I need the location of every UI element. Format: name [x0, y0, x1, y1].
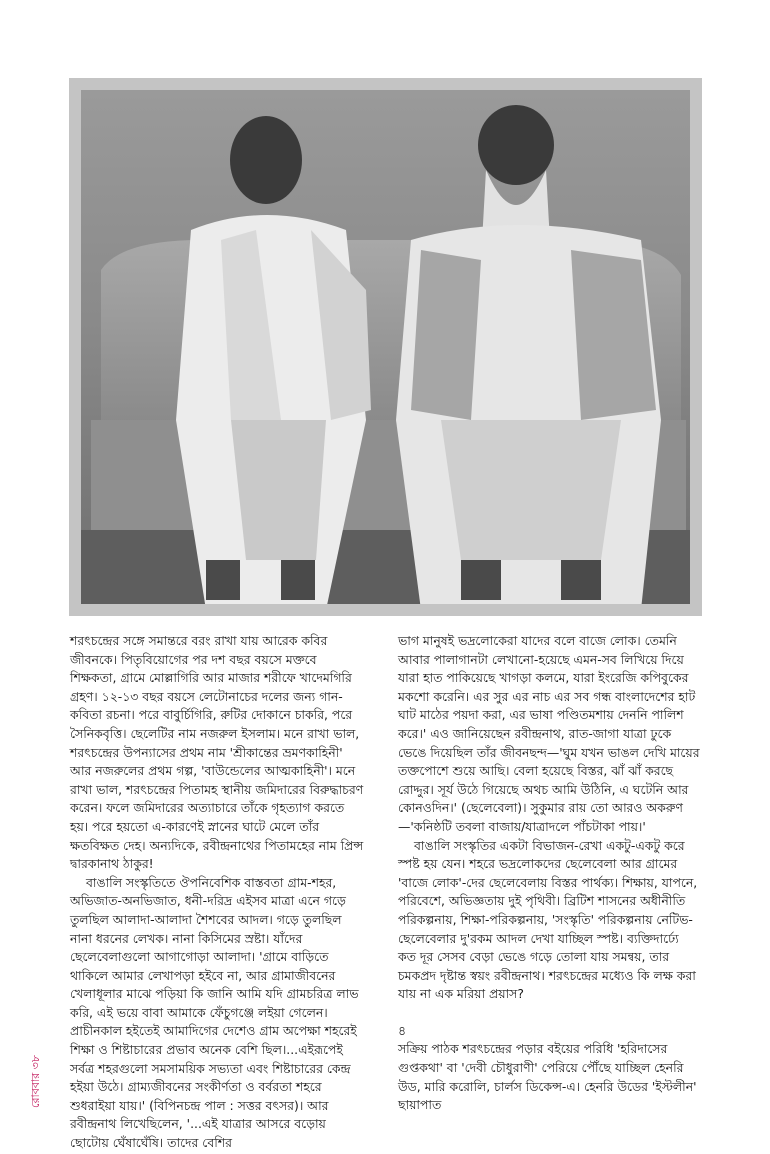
right-paragraph-3: সক্রিয় পাঠক শরৎচন্দ্রের পড়ার বইয়ের পরিধি 'হরিদাসের গুপ্তকথা' বা 'দেবী চৌধুরাণী' পেরিয়ে পৌঁছে যাচ্ছিল হেনরি উড, মারি করোলি, চার্লস ডিকেন্স-এ। হেনরি উডের 'ইস্টলীন' ছায়াপাত: [398, 1041, 697, 1113]
magazine-page-label: রোববার ৩৮: [29, 1055, 42, 1108]
right-paragraph-1: ভাগ মানুষই ভদ্রলোকেরা যাদের বলে বাজে লোক। তেমনি আবার পালাগানটা লেখানো-হয়েছে এমন-সব লিখিয়ে দিয়ে যারা হাত পাকিয়েছে খাগড়া কলমে, যারা ইংরেজি কপিবুকের মকশো করেনি। এর সুর এর নাচ এর সব গন্ধ বাংলাদেশের হাট ঘাট মাঠের পয়দা করা, এর ভাষা পণ্ডিতমশায় দেননি পালিশ করে।' এও জানিয়েছেন রবীন্দ্রনাথ, রাত-জাগা যাত্রা ঢুকে ভেঙে দিয়েছিল তাঁর জীবনছন্দ—'ঘুম যখন ভাঙল দেখি মায়ের তক্তপোশে শুয়ে আছি। বেলা হয়েছে বিস্তর, ঝাঁ ঝাঁ করছে রোদ্দুর। সূর্য উঠে গিয়েছে অথচ আমি উঠিনি, এ ঘটেনি আর কোনওদিন।' (ছেলেবেলা)। সুকুমার রায় তো আরও অকরুণ—'কনিষ্ঠটি তবলা বাজায়/যাত্রাদলে পাঁচটাকা পায়।': [398, 633, 700, 834]
photo-frame: [69, 78, 702, 616]
right-paragraph-2: বাঙালি সংস্কৃতির একটা বিভাজন-রেখা একটু-একটু করে স্পষ্ট হয় যেন। শহরে ভদ্রলোকদের ছেলেবেলা আর গ্রামের 'বাজে লোক'-দের ছেলেবেলায় বিস্তর পার্থক্য। শিক্ষায়, যাপনে, পরিবেশে, অভিজ্ঞতায় দুই পৃথিবী। ব্রিটিশ শাসনের অধীনীতি পরিকল্পনায়, শিক্ষা-পরিকল্পনায়, 'সংস্কৃতি' পরিকল্পনায় নেটিভ-ছেলেবেলার দু'রকম আদল দেখা যাচ্ছিল স্পষ্ট। ব্যক্তিদার্ঢ্যে কত দূর সেসব বেড়া ভেঙে গড়ে তোলা যায় সমন্বয়, তার চমকপ্রদ দৃষ্টান্ত স্বয়ং রবীন্দ্রনাথ। শরৎচন্দ্রের মধ্যেও কি লক্ষ করা যায় না এক মরিয়া প্রয়াস?: [398, 837, 698, 1002]
left-paragraph-1: শরৎচন্দ্রের সঙ্গে সমান্তরে বরং রাখা যায় আরেক কবির জীবনকে। পিতৃবিয়োগের পর দশ বছর বয়সে মক্তবে শিক্ষকতা, গ্রামে মোল্লাগিরি আর মাজার শরীফে খাদেমগিরি গ্রহণ। ১২-১৩ বছর বয়সে লেটোনাচের দলের জন্য গান-কবিতা রচনা। পরে বাবুর্চিগিরি, রুটির দোকানে চাকরি, পরে সৈনিকবৃত্তি। ছেলেটির নাম নজরুল ইসলাম। মনে রাখা ভাল, শরৎচন্দ্রের উপন্যাসের প্রথম নাম 'শ্রীকান্তের ভ্রমণকাহিনী' আর নজরুলের প্রথম গল্প, 'বাউন্ডেলের আত্মকাহিনী'। মনে রাখা ভাল, শরৎচন্দ্রের পিতামহ স্থানীয় জমিদারের বিরুদ্ধাচরণ করেন। ফলে জমিদারের অত্যাচারে তাঁকে গৃহত্যাগ করতে হয়। পরে হয়তো এ-কারণেই স্নানের ঘাটে মেলে তাঁর ক্ষতবিক্ষত দেহ। অন্যদিকে, রবীন্দ্রনাথের পিতামহের নাম প্রিন্স দ্বারকানাথ ঠাকুর!: [70, 633, 364, 872]
right-text-column: [398, 632, 700, 1115]
section-number: ৪: [398, 1022, 407, 1038]
left-paragraph-2: বাঙালি সংস্কৃতিতে ঔপনিবেশিক বাস্তবতা গ্রাম-শহর, অভিজাত-অনভিজাত, ধনী-দরিদ্র এইসব মাত্রা এনে গড়ে তুলছিল আলাদা-আলাদা শৈশবের আদল। গড়ে তুলছিল নানা ধরনের লেখক। নানা কিসিমের স্রষ্টা। যাঁদের ছেলেবেলাগুলো আগাগোড়া আলাদা। 'গ্রামে বাড়িতে থাকিলে আমার লেখাপড়া হইবে না, আর গ্রামাজীবনের খেলাধূলার মাঝে পড়িয়া কি জানি আমি যদি গ্রামচরিত্র লাভ করি, এই ভয়ে বাবা আমাকে ফেঁচুগঞ্জে লইয়া গেলেন। প্রাচীনকাল হইতেই আমাদিগের দেশেও গ্রাম অপেক্ষা শহরেই শিক্ষা ও শিষ্টাচারের প্রভাব অনেক বেশি ছিল।...এইরূপেই সর্বত্র শহরগুলো সমসাময়িক সভ্যতা এবং শিষ্টাচারের কেন্দ্র হইয়া উঠে। গ্রাম্যজীবনের সংকীর্ণতা ও বর্বরতা শহরে শুধরাইয়া যায়।' (বিপিনচন্দ্র পাল : সত্তর বৎসর)। আর রবীন্দ্রনাথ লিখেছিলেন, '...এই যাত্রার আসরে বড়োয় ছোটোয় ঘেঁষাঘেঁষি। তাদের বেশির: [70, 874, 359, 1151]
two-men-seated-photo: [81, 90, 690, 604]
left-text-column: [70, 632, 365, 1153]
